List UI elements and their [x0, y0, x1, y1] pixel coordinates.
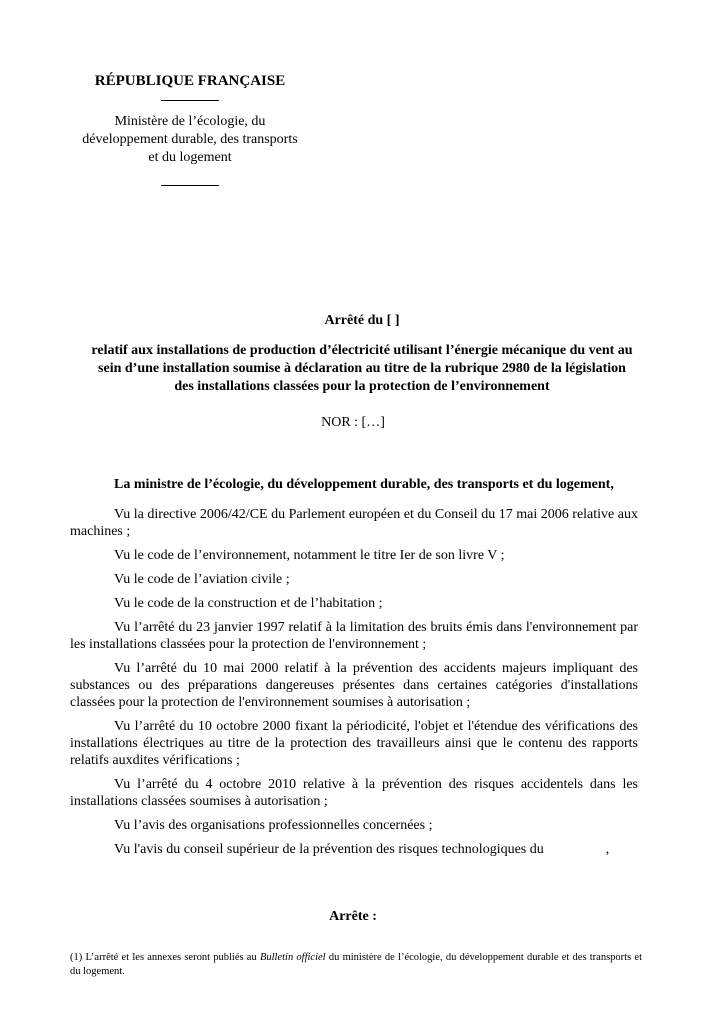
footnote-after: du ministère de l’écologie, du développement durable et des transports et du logement.: [70, 952, 642, 977]
visa-item-last: [70, 841, 638, 858]
visa-item: Vu le code de la construction et de l’habitation ;: [114, 596, 383, 611]
header-divider: [161, 100, 219, 101]
minister-statement: La ministre de l’écologie, du développement durable, des transports et du logement,: [114, 477, 614, 492]
subject-line: relatif aux installations de production d’électricité utilisant l’énergie mécanique du vent au: [91, 343, 633, 358]
visa-item: Vu le code de l’environnement, notamment le titre Ier de son livre V ;: [114, 548, 505, 563]
letterhead: [70, 72, 310, 186]
visa-last-text: Vu l'avis du conseil supérieur de la prévention des risques technologiques du: [114, 842, 544, 857]
visa-item: Vu l’arrêté du 23 janvier 1997 relatif à la limitation des bruits émis dans l'environnement par les installations classées pour la protection de l'environnement ;: [70, 620, 638, 652]
visa-item: Vu la directive 2006/42/CE du Parlement européen et du Conseil du 17 mai 2006 relative aux machines ;: [70, 507, 638, 539]
nor-reference: NOR : […]: [321, 415, 385, 430]
footnote: [70, 951, 642, 979]
decree-subject: [40, 342, 684, 396]
visa-item: Vu l’arrêté du 10 mai 2000 relatif à la prévention des accidents majeurs impliquant des substances ou des préparations dangereuses présentes dans certaines catégories d'installations classées pour la protection de l'environnement soumises à autorisation ;: [70, 661, 638, 710]
visa-item: Vu l’avis des organisations professionnelles concernées ;: [114, 818, 433, 833]
decree-heading: Arrête :: [329, 909, 377, 924]
ministry-name: [70, 113, 310, 167]
ministry-line: développement durable, des transports: [82, 132, 298, 147]
visa-last-end: ,: [605, 842, 610, 857]
visa-item: Vu le code de l’aviation civile ;: [114, 572, 290, 587]
ministry-line: et du logement: [148, 150, 232, 165]
decree-title: Arrêté du [ ]: [324, 313, 400, 328]
footnote-before: (1) L’arrêté et les annexes seront publiés au: [70, 952, 260, 963]
visa-item: Vu l’arrêté du 10 octobre 2000 fixant la périodicité, l'objet et l'étendue des vérifications des installations électriques au titre de la protection des travailleurs ainsi que le contenu des rapports relatifs auxdites vérifications ;: [70, 719, 638, 768]
ministry-line: Ministère de l’écologie, du: [114, 114, 266, 129]
republic-heading: RÉPUBLIQUE FRANÇAISE: [94, 73, 286, 89]
footnote-italic: Bulletin officiel: [259, 952, 326, 963]
header-divider: [161, 185, 219, 186]
visa-item: Vu l’arrêté du 4 octobre 2010 relative à la prévention des risques accidentels dans les installations classées soumises à autorisation ;: [70, 777, 638, 809]
subject-line: des installations classées pour la protection de l’environnement: [174, 379, 550, 394]
visas-list: [70, 506, 638, 865]
subject-line: sein d’une installation soumise à déclaration au titre de la rubrique 2980 de la législation: [98, 361, 626, 376]
